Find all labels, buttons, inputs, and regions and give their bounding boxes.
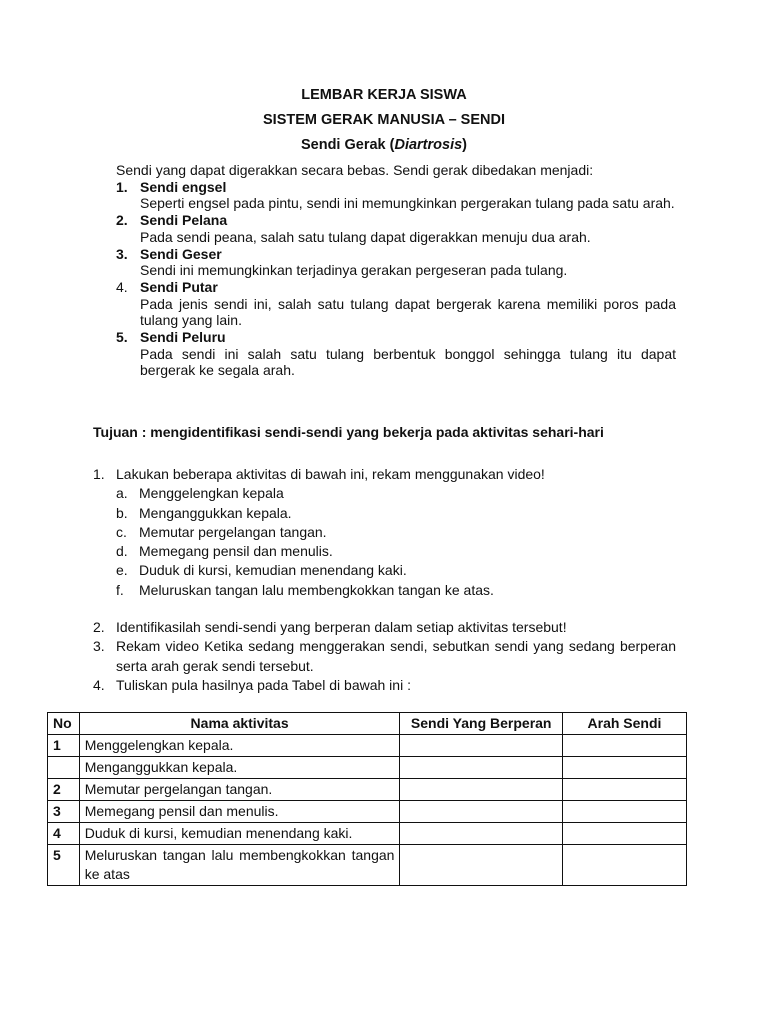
activity-text: Memegang pensil dan menulis. — [139, 543, 333, 560]
row-arah-cell[interactable] — [562, 823, 686, 845]
row-sendi-cell[interactable] — [400, 779, 563, 801]
spacer — [93, 600, 676, 618]
step-text: Tuliskan pula hasilnya pada Tabel di bawah ini : — [116, 676, 411, 693]
table-row — [48, 801, 687, 823]
sendi-type-list — [116, 179, 676, 379]
objective-text: Tujuan : mengidentifikasi sendi-sendi yang bekerja pada aktivitas sehari-hari — [93, 424, 604, 440]
list-item — [116, 542, 676, 561]
sendi-name: Sendi Geser — [140, 245, 222, 262]
row-number: 5 — [48, 845, 80, 886]
activity-text: Menganggukkan kepala. — [139, 504, 292, 521]
activity-letter: a. — [116, 485, 128, 502]
sendi-name: Sendi Peluru — [140, 329, 226, 346]
sendi-description: Pada sendi peana, salah satu tulang dapat digerakkan menuju dua arah. — [140, 228, 591, 245]
list-item — [116, 523, 676, 542]
row-activity: Menggelengkan kepala. — [79, 735, 400, 757]
step-number: 1. — [93, 466, 105, 482]
list-number: 5. — [116, 329, 128, 346]
step-text: Lakukan beberapa aktivitas di bawah ini, rekam menggunakan video! — [116, 466, 545, 482]
sendi-name: Sendi engsel — [140, 178, 227, 195]
row-number: 1 — [48, 735, 80, 757]
table-row — [48, 735, 687, 757]
activity-text: Menggelengkan kepala — [139, 485, 284, 502]
row-sendi-cell[interactable] — [400, 823, 563, 845]
row-number: 3 — [48, 801, 80, 823]
step-item — [93, 676, 676, 695]
sendi-name: Sendi Putar — [140, 278, 218, 295]
row-number: 4 — [48, 823, 80, 845]
row-arah-cell[interactable] — [562, 735, 686, 757]
activity-letter: c. — [116, 523, 127, 540]
list-item — [116, 246, 676, 279]
row-arah-cell[interactable] — [562, 845, 686, 886]
table-row — [48, 757, 687, 779]
step-text: Rekam video Ketika sedang menggerakan sendi, sebutkan sendi yang sedang berperan serta arah gerak sendi tersebut. — [116, 638, 676, 674]
activity-letter: e. — [116, 562, 128, 579]
row-number: 2 — [48, 779, 80, 801]
step-item — [93, 637, 676, 676]
section-heading-italic: Diartrosis — [394, 137, 463, 153]
table-row — [48, 823, 687, 845]
row-arah-cell[interactable] — [562, 779, 686, 801]
step-item — [93, 618, 676, 637]
header-no: No — [48, 713, 80, 735]
sendi-description: Seperti engsel pada pintu, sendi ini memungkinkan pergerakan tulang pada satu arah. — [140, 195, 675, 212]
sendi-description: Pada jenis sendi ini, salah satu tulang dapat bergerak karena memiliki poros pada tulang yang lain. — [140, 295, 676, 329]
list-item — [116, 581, 676, 600]
row-number — [48, 757, 80, 779]
step-number: 4. — [93, 676, 105, 693]
sendi-name: Sendi Pelana — [140, 212, 228, 229]
sendi-description: Sendi ini memungkinkan terjadinya gerakan pergeseran pada tulang. — [140, 262, 568, 279]
activity-list — [93, 484, 676, 600]
step-number: 3. — [93, 638, 105, 655]
intro-text: Sendi yang dapat digerakkan secara bebas. Sendi gerak dibedakan menjadi: — [116, 162, 594, 178]
row-activity: Duduk di kursi, kemudian menendang kaki. — [79, 823, 400, 845]
header-arah-sendi: Arah Sendi — [562, 713, 686, 735]
table-row — [48, 779, 687, 801]
row-activity: Memutar pergelangan tangan. — [79, 779, 400, 801]
row-activity: Meluruskan tangan lalu membengkokkan tangan ke atas — [79, 845, 400, 886]
activity-text: Meluruskan tangan lalu membengkokkan tangan ke atas. — [139, 581, 494, 598]
activity-letter: f. — [116, 581, 124, 598]
list-number: 1. — [116, 178, 128, 195]
table-header-row — [48, 713, 687, 735]
step-number: 2. — [93, 619, 105, 636]
table-row — [48, 845, 687, 886]
result-table — [47, 712, 687, 886]
row-sendi-cell[interactable] — [400, 801, 563, 823]
list-number: 3. — [116, 245, 128, 262]
header-sendi-berperan: Sendi Yang Berperan — [400, 713, 563, 735]
row-sendi-cell[interactable] — [400, 757, 563, 779]
section-heading-suffix: ) — [462, 137, 468, 153]
list-number: 2. — [116, 212, 128, 229]
worksheet-title: LEMBAR KERJA SISWA — [301, 87, 467, 103]
activity-letter: b. — [116, 504, 128, 521]
list-item — [116, 504, 676, 523]
list-item — [116, 561, 676, 580]
section-heading — [0, 137, 768, 153]
step-item — [93, 465, 676, 484]
instruction-steps — [93, 465, 676, 695]
list-item — [116, 179, 676, 212]
row-sendi-cell[interactable] — [400, 735, 563, 757]
worksheet-subject: SISTEM GERAK MANUSIA – SENDI — [263, 112, 505, 128]
sendi-description: Pada sendi ini salah satu tulang berbentuk bonggol sehingga tulang itu dapat bergerak ke segala arah. — [140, 345, 676, 379]
row-sendi-cell[interactable] — [400, 845, 563, 886]
list-item — [116, 279, 676, 329]
activity-letter: d. — [116, 543, 128, 560]
header-nama-aktivitas: Nama aktivitas — [79, 713, 400, 735]
list-item — [116, 329, 676, 379]
list-item — [116, 484, 676, 503]
row-arah-cell[interactable] — [562, 801, 686, 823]
list-number: 4. — [116, 278, 128, 295]
row-activity: Menganggukkan kepala. — [79, 757, 400, 779]
list-item — [116, 212, 676, 245]
row-activity: Memegang pensil dan menulis. — [79, 801, 400, 823]
step-text: Identifikasilah sendi-sendi yang berperan dalam setiap aktivitas tersebut! — [116, 619, 567, 636]
row-arah-cell[interactable] — [562, 757, 686, 779]
activity-text: Memutar pergelangan tangan. — [139, 523, 327, 540]
sendi-intro — [116, 162, 676, 379]
section-heading-prefix: Sendi Gerak ( — [300, 137, 395, 153]
activity-text: Duduk di kursi, kemudian menendang kaki. — [139, 562, 407, 579]
